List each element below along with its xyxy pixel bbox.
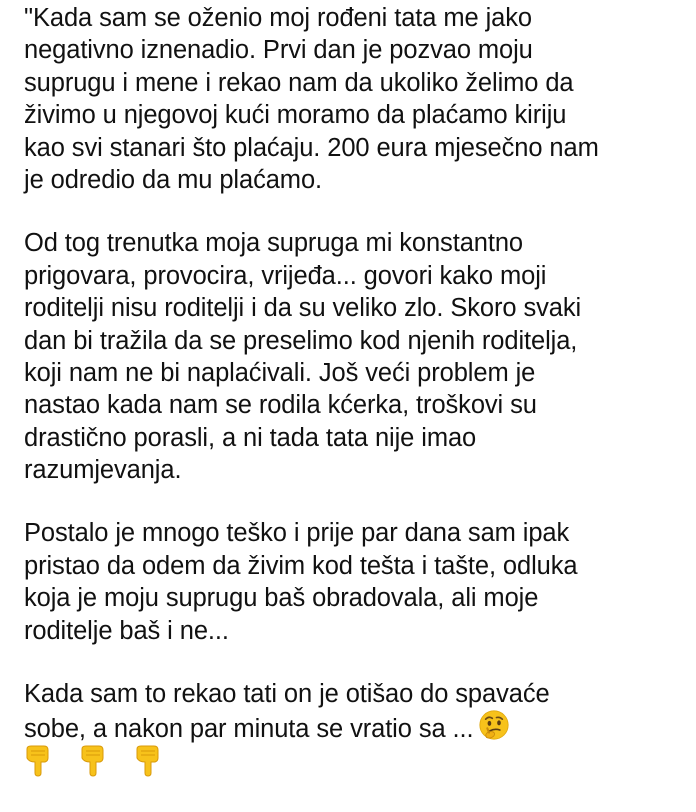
text-line: pristao da odem da živim kod tešta i tašte, odluka [24, 551, 578, 580]
text-line: Od tog trenutka moja supruga mi konstantno [24, 229, 524, 258]
text-line: Kada sam to rekao tati on je otišao do spavaće [24, 680, 550, 709]
paragraph-spacer [24, 196, 684, 227]
text-line: kao svi stanari što plaćaju. 200 eura mjesečno nam [24, 133, 599, 162]
paragraph-spacer [24, 486, 684, 517]
text-line: živimo u njegovoj kući moramo da plaćamo kiriju [24, 101, 567, 130]
text-line: roditelje baš i ne... [24, 616, 229, 645]
text-line: negativno iznenadio. Prvi dan je pozvao moju [24, 36, 533, 65]
paragraph-3 [24, 517, 684, 647]
text-line-with-emoji [24, 710, 684, 742]
text-line: nastao kada nam se rodila kćerka, troškovi su [24, 391, 537, 420]
text-line: razumjevanja. [24, 456, 182, 485]
text-line: koji nam ne bi naplaćivali. Još veći problem je [24, 358, 536, 387]
text-line: koja je moju suprugu baš obradovala, ali moje [24, 584, 539, 613]
text-line: "Kada sam se oženio moj rođeni tata me jako [24, 4, 532, 32]
text-line: roditelji nisu roditelji i da su veliko zlo. Skoro svaki [24, 294, 582, 323]
backhand-index-pointing-down-icon [24, 745, 52, 777]
text-line: suprugu i mene i rekao nam da ukoliko želimo da [24, 68, 574, 97]
backhand-index-pointing-down-icon [134, 745, 162, 777]
text-line-content: sobe, a nakon par minuta se vratio sa ... [24, 715, 474, 744]
paragraph-2 [24, 227, 684, 486]
paragraph-spacer [24, 647, 684, 678]
post-text [24, 2, 684, 779]
paragraph-1 [24, 2, 684, 196]
text-line: dan bi tražila da se preselimo kod njenih roditelja, [24, 326, 578, 355]
backhand-index-pointing-down-icon [79, 745, 107, 777]
text-line: drastično porasli, a ni tada tata nije imao [24, 423, 477, 452]
text-line: Postalo je mnogo teško i prije par dana sam ipak [24, 519, 570, 548]
text-line: prigovara, provocira, vrijeđa... govori kako moji [24, 261, 547, 290]
text-line: je odredio da mu plaćamo. [24, 165, 323, 194]
pointing-down-emoji-row [24, 745, 684, 779]
paragraph-4 [24, 678, 684, 743]
thinking-face-icon [479, 710, 509, 740]
